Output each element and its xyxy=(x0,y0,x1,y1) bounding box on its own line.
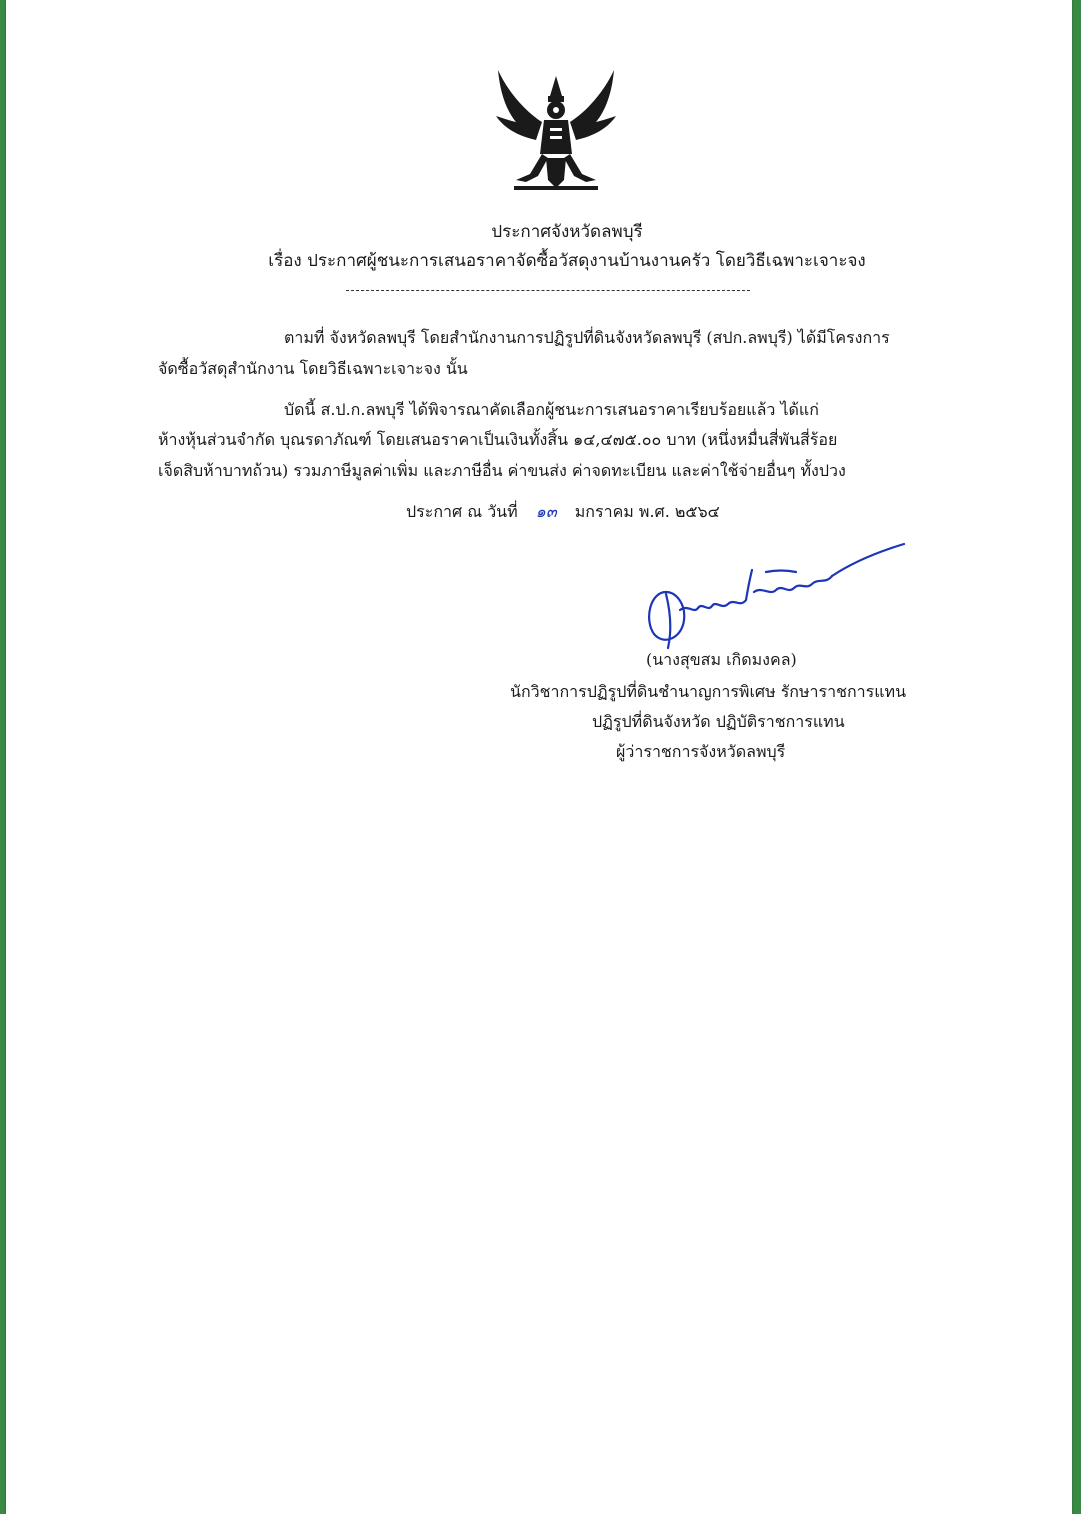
date-day: ๑๓ xyxy=(535,502,557,521)
document-title: ประกาศจังหวัดลพบุรี xyxy=(491,222,643,242)
signatory-position-1: นักวิชาการปฏิรูปที่ดินชำนาญการพิเศษ รักษาราชการแทน xyxy=(510,682,907,701)
paragraph-2-line-3: เจ็ดสิบห้าบาทถ้วน) รวมภาษีมูลค่าเพิ่ม และภาษีอื่น ค่าขนส่ง ค่าจดทะเบียน และค่าใช้จ่ายอื่นๆ ทั้งปวง xyxy=(158,461,846,480)
paragraph-1-line-2: จัดซื้อวัสดุสำนักงาน โดยวิธีเฉพาะเจาะจง นั้น xyxy=(158,359,468,378)
garuda-emblem-icon xyxy=(486,62,626,202)
divider xyxy=(346,290,750,291)
signatory-position-2: ปฏิรูปที่ดินจังหวัด ปฏิบัติราชการแทน xyxy=(592,712,845,731)
signatory-name: (นางสุขสม เกิดมงคล) xyxy=(646,650,797,669)
paragraph-1-line-1: ตามที่ จังหวัดลพบุรี โดยสำนักงานการปฏิรูปที่ดินจังหวัดลพบุรี (สปก.ลพบุรี) ได้มีโครงการ xyxy=(284,328,890,347)
document-subject: เรื่อง ประกาศผู้ชนะการเสนอราคาจัดซื้อวัสดุงานบ้านงานครัว โดยวิธีเฉพาะเจาะจง xyxy=(268,251,866,271)
signatory-position-3: ผู้ว่าราชการจังหวัดลพบุรี xyxy=(616,742,786,761)
date-month-year: มกราคม พ.ศ. ๒๕๖๔ xyxy=(574,502,720,521)
handwritten-signature-icon xyxy=(636,530,916,660)
paragraph-2-line-2: ห้างหุ้นส่วนจำกัด บุณรดาภัณฑ์ โดยเสนอราคาเป็นเงินทั้งสิ้น ๑๔,๔๗๕.๐๐ บาท (หนึ่งหมื่นสี่พันสี่ร้อย xyxy=(158,430,838,449)
paragraph-2-line-1: บัดนี้ ส.ป.ก.ลพบุรี ได้พิจารณาคัดเลือกผู้ชนะการเสนอราคาเรียบร้อยแล้ว ได้แก่ xyxy=(284,400,819,419)
date-prefix: ประกาศ ณ วันที่ xyxy=(406,502,518,521)
document-page xyxy=(6,0,1072,1514)
announcement-date xyxy=(406,500,720,525)
